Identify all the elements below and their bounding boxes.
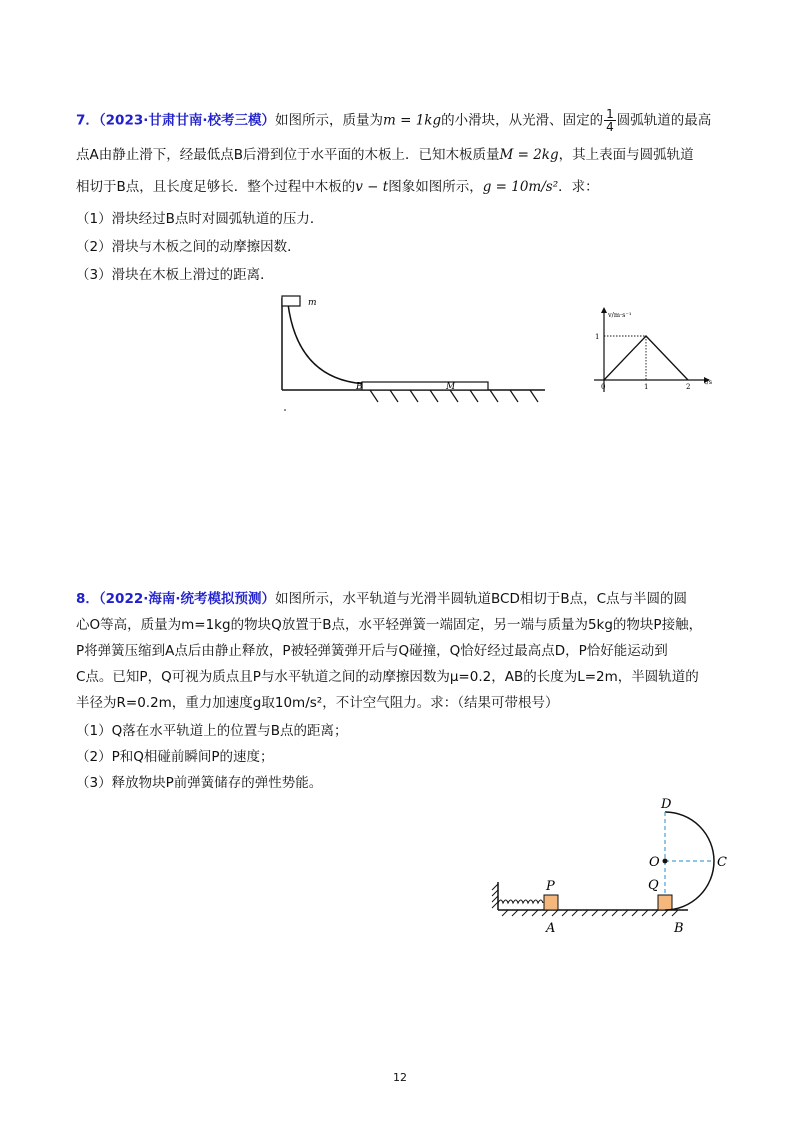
q7-text: 图象如图所示， <box>388 179 483 195</box>
q7-vt: v − t <box>355 179 389 195</box>
q7-text: 如图所示，质量为 <box>275 112 383 129</box>
q7-item-2: （2）滑块与木板之间的动摩擦因数． <box>76 239 301 255</box>
q8-number: 8． <box>76 591 99 607</box>
q7-line-2 <box>76 146 694 164</box>
label-M: M <box>446 382 456 392</box>
label-P: P <box>546 879 555 894</box>
q7-text: 点A由静止滑下，经最低点B后滑到位于水平面的木板上．已知木板质量 <box>76 147 500 163</box>
q7-number: 7． <box>76 112 99 129</box>
q7-item-1: （1）滑块经过B点时对圆弧轨道的压力． <box>76 211 324 227</box>
q8-line-2: 心O等高，质量为m=1kg的物块Q放置于B点，水平轻弹簧一端固定，另一端与质量为5kg的物块P接触， <box>76 617 703 633</box>
q8-line-3: P将弹簧压缩到A点后由静止释放，P被轻弹簧弹开后与Q碰撞，Q恰好经过最高点D，P恰好能运动到 <box>76 643 668 659</box>
ground-hatching <box>502 910 678 916</box>
q7-g: g = 10m/s² <box>482 179 559 195</box>
wall-hatching <box>492 884 498 908</box>
q7-line-3 <box>76 178 599 196</box>
label-D: D <box>661 797 672 812</box>
fraction-numerator: 1 <box>606 107 614 121</box>
vt-plot-area <box>594 307 712 392</box>
x-tick-2: 2 <box>686 383 691 391</box>
q7-text: ，其上表面与圆弧轨道 <box>558 147 694 163</box>
label-B: B <box>356 382 363 392</box>
block-P <box>544 895 558 910</box>
q8-line-4: C点。已知P，Q可视为质点且P与水平轨道之间的动摩擦因数为μ=0.2，AB的长度为L=2m，半圆轨道的 <box>76 669 699 685</box>
x-axis-label: t/s <box>704 378 713 386</box>
label-C: C <box>717 855 727 870</box>
fraction-denominator: 4 <box>606 120 614 134</box>
q8-item-3: （3）释放物块P前弹簧储存的弹性势能。 <box>76 775 323 791</box>
origin-label: 0 <box>601 383 606 391</box>
q7-track-figure <box>270 292 560 417</box>
q8-source: （2022·海南·统考模拟预测） <box>98 591 275 607</box>
q8-item-1: （1）Q落在水平轨道上的位置与B点的距离； <box>76 723 348 739</box>
q7-item-3: （3）滑块在木板上滑过的距离． <box>76 267 274 283</box>
block-Q <box>658 895 672 910</box>
q8-line-1 <box>76 590 687 608</box>
q8-item-2: （2）P和Q相碰前瞬间P的速度； <box>76 749 274 765</box>
spring <box>498 900 543 903</box>
q7-text: 圆弧轨道的最高 <box>616 112 712 129</box>
label-A: A <box>546 921 556 936</box>
q7-line-1 <box>76 108 711 133</box>
y-axis-label: v/m·s⁻¹ <box>608 311 632 319</box>
label-m: m <box>308 298 317 308</box>
label-Q: Q <box>648 878 659 893</box>
q7-mass-M: M = 2kg <box>499 147 559 163</box>
q7-text: 的小滑块，从光滑、固定的 <box>441 112 604 129</box>
q8-text: 如图所示，水平轨道与光滑半圆轨道BCD相切于B点，C点与半圆的圆 <box>275 591 688 607</box>
label-B: B <box>674 921 684 936</box>
label-O: O <box>649 855 660 870</box>
slider-block <box>282 296 300 306</box>
y-axis-arrow <box>601 307 607 313</box>
quarter-arc-track <box>288 304 366 384</box>
wooden-board <box>362 382 488 390</box>
q7-text: ．求： <box>558 179 599 195</box>
stray-dot <box>284 409 286 411</box>
q7-source: （2023·甘肃甘南·校考三模） <box>98 112 275 129</box>
center-O-dot <box>663 859 668 864</box>
q7-fraction <box>604 108 616 133</box>
x-tick-1: 1 <box>644 383 649 391</box>
q7-text: 相切于B点，且长度足够长．整个过程中木板的 <box>76 179 356 195</box>
q8-line-5: 半径为R=0.2m，重力加速度g取10m/s²，不计空气阻力。求：（结果可带根号） <box>76 695 559 711</box>
q7-vt-graph <box>586 305 716 400</box>
q7-mass-m: m = 1kg <box>383 112 442 129</box>
q8-figure <box>488 796 738 946</box>
y-tick-1: 1 <box>595 333 600 341</box>
page-number: 12 <box>393 1071 407 1084</box>
